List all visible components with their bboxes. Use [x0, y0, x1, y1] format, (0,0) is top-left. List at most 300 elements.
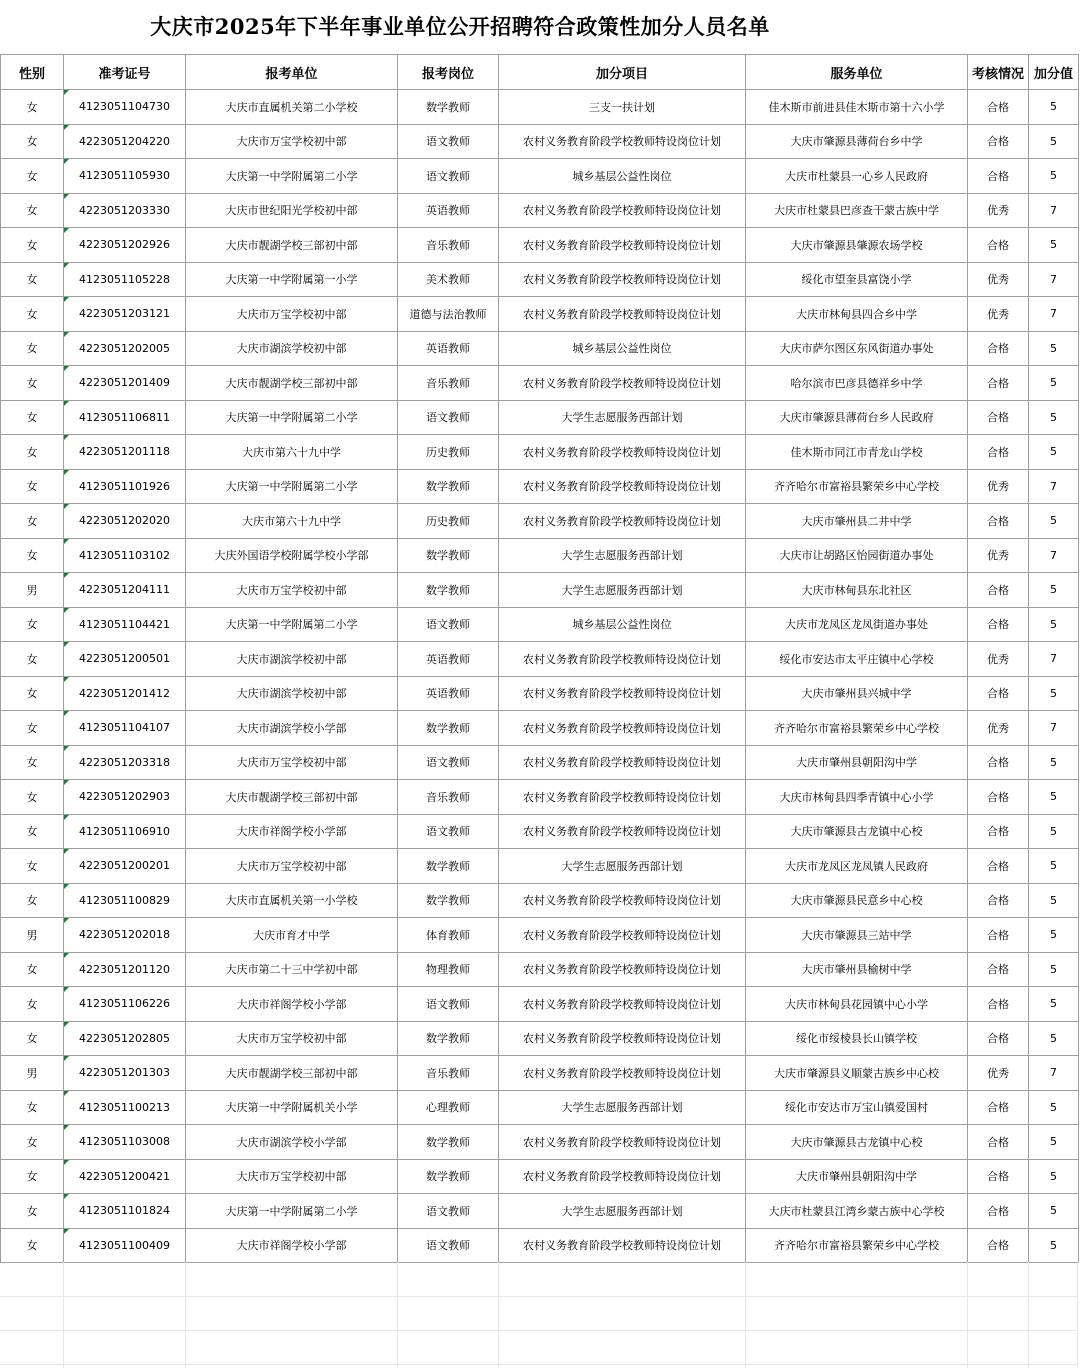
table-row [1, 124, 1079, 159]
cell-applied-unit: 大庆市湖滨学校初中部 [186, 676, 398, 711]
cell-bonus-item: 大学生志愿服务西部计划 [499, 400, 746, 435]
cell-bonus-item: 农村义务教育阶段学校教师特设岗位计划 [499, 780, 746, 815]
cell-applied-post: 语文教师 [398, 814, 499, 849]
cell-service-unit: 大庆市龙凤区龙凤街道办事处 [746, 607, 968, 642]
cell-gender: 女 [1, 987, 64, 1022]
table-row [1, 1056, 1079, 1091]
cell-bonus-item: 农村义务教育阶段学校教师特设岗位计划 [499, 883, 746, 918]
cell-applied-unit: 大庆市湖滨学校初中部 [186, 642, 398, 677]
cell-applied-unit: 大庆市万宝学校初中部 [186, 573, 398, 608]
cell-assessment: 合格 [968, 1159, 1029, 1194]
cell-service-unit: 大庆市肇州县兴城中学 [746, 676, 968, 711]
cell-exam-id: 4223051200501 [64, 642, 186, 677]
cell-bonus-item: 农村义务教育阶段学校教师特设岗位计划 [499, 435, 746, 470]
cell-bonus-value: 5 [1029, 504, 1079, 539]
cell-service-unit: 大庆市肇源县义顺蒙古族乡中心校 [746, 1056, 968, 1091]
cell-applied-unit: 大庆市湖滨学校小学部 [186, 1125, 398, 1160]
cell-service-unit: 齐齐哈尔市富裕县繁荣乡中心学校 [746, 711, 968, 746]
cell-assessment: 合格 [968, 435, 1029, 470]
cell-bonus-value: 7 [1029, 193, 1079, 228]
cell-assessment: 合格 [968, 1228, 1029, 1263]
cell-applied-post: 历史教师 [398, 504, 499, 539]
cell-bonus-item: 城乡基层公益性岗位 [499, 159, 746, 194]
table-row [1, 331, 1079, 366]
cell-service-unit: 大庆市肇州县朝阳沟中学 [746, 1159, 968, 1194]
cell-assessment: 合格 [968, 90, 1029, 125]
applicant-table [0, 54, 1079, 1263]
cell-service-unit: 绥化市望奎县富饶小学 [746, 262, 968, 297]
cell-assessment: 合格 [968, 814, 1029, 849]
cell-service-unit: 绥化市绥棱县长山镇学校 [746, 1021, 968, 1056]
cell-gender: 女 [1, 883, 64, 918]
cell-applied-post: 英语教师 [398, 331, 499, 366]
table-row [1, 676, 1079, 711]
cell-exam-id: 4223051202005 [64, 331, 186, 366]
cell-applied-unit: 大庆市第六十九中学 [186, 435, 398, 470]
cell-assessment: 优秀 [968, 538, 1029, 573]
cell-bonus-value: 7 [1029, 538, 1079, 573]
cell-bonus-item: 农村义务教育阶段学校教师特设岗位计划 [499, 193, 746, 228]
cell-bonus-value: 5 [1029, 918, 1079, 953]
cell-exam-id: 4223051202018 [64, 918, 186, 953]
table-row [1, 745, 1079, 780]
cell-exam-id: 4123051101824 [64, 1194, 186, 1229]
cell-bonus-value: 7 [1029, 1056, 1079, 1091]
cell-assessment: 合格 [968, 918, 1029, 953]
cell-applied-unit: 大庆市祥阁学校小学部 [186, 987, 398, 1022]
cell-exam-id: 4123051104107 [64, 711, 186, 746]
header-gender: 性别 [1, 55, 64, 90]
cell-applied-post: 语文教师 [398, 124, 499, 159]
cell-applied-post: 数学教师 [398, 883, 499, 918]
cell-bonus-item: 大学生志愿服务西部计划 [499, 849, 746, 884]
cell-bonus-item: 大学生志愿服务西部计划 [499, 1090, 746, 1125]
cell-bonus-item: 农村义务教育阶段学校教师特设岗位计划 [499, 1228, 746, 1263]
cell-assessment: 合格 [968, 987, 1029, 1022]
table-row [1, 90, 1079, 125]
cell-assessment: 合格 [968, 124, 1029, 159]
cell-applied-unit: 大庆市靓湖学校三部初中部 [186, 780, 398, 815]
cell-assessment: 合格 [968, 159, 1029, 194]
cell-bonus-value: 5 [1029, 1090, 1079, 1125]
cell-bonus-item: 农村义务教育阶段学校教师特设岗位计划 [499, 711, 746, 746]
cell-bonus-value: 7 [1029, 262, 1079, 297]
cell-bonus-value: 5 [1029, 1194, 1079, 1229]
cell-service-unit: 齐齐哈尔市富裕县繁荣乡中心学校 [746, 1228, 968, 1263]
cell-service-unit: 大庆市杜蒙县江湾乡蒙古族中心学校 [746, 1194, 968, 1229]
cell-gender: 女 [1, 1194, 64, 1229]
cell-applied-unit: 大庆市祥阁学校小学部 [186, 1228, 398, 1263]
cell-assessment: 合格 [968, 780, 1029, 815]
cell-service-unit: 哈尔滨市巴彦县德祥乡中学 [746, 366, 968, 401]
cell-service-unit: 大庆市肇源县肇源农场学校 [746, 228, 968, 263]
cell-applied-post: 数学教师 [398, 90, 499, 125]
cell-applied-post: 数学教师 [398, 1159, 499, 1194]
cell-service-unit: 绥化市安达市万宝山镇爱国村 [746, 1090, 968, 1125]
cell-bonus-item: 大学生志愿服务西部计划 [499, 1194, 746, 1229]
cell-applied-unit: 大庆市万宝学校初中部 [186, 124, 398, 159]
cell-bonus-item: 农村义务教育阶段学校教师特设岗位计划 [499, 918, 746, 953]
cell-bonus-item: 农村义务教育阶段学校教师特设岗位计划 [499, 124, 746, 159]
cell-applied-post: 数学教师 [398, 1125, 499, 1160]
cell-bonus-value: 5 [1029, 780, 1079, 815]
cell-service-unit: 大庆市让胡路区怡园街道办事处 [746, 538, 968, 573]
cell-bonus-item: 农村义务教育阶段学校教师特设岗位计划 [499, 366, 746, 401]
cell-applied-post: 英语教师 [398, 676, 499, 711]
cell-applied-post: 心理教师 [398, 1090, 499, 1125]
cell-gender: 女 [1, 607, 64, 642]
cell-applied-unit: 大庆第一中学附属第二小学 [186, 1194, 398, 1229]
cell-assessment: 合格 [968, 400, 1029, 435]
cell-bonus-item: 农村义务教育阶段学校教师特设岗位计划 [499, 504, 746, 539]
cell-assessment: 合格 [968, 1090, 1029, 1125]
table-row [1, 849, 1079, 884]
header-service-unit: 服务单位 [746, 55, 968, 90]
cell-exam-id: 4123051104730 [64, 90, 186, 125]
table-row [1, 504, 1079, 539]
cell-exam-id: 4223051204220 [64, 124, 186, 159]
cell-gender: 女 [1, 159, 64, 194]
cell-exam-id: 4223051201303 [64, 1056, 186, 1091]
cell-exam-id: 4223051203330 [64, 193, 186, 228]
cell-gender: 女 [1, 262, 64, 297]
table-row [1, 297, 1079, 332]
cell-gender: 女 [1, 400, 64, 435]
table-row [1, 952, 1079, 987]
cell-bonus-item: 农村义务教育阶段学校教师特设岗位计划 [499, 228, 746, 263]
cell-bonus-value: 5 [1029, 1021, 1079, 1056]
cell-gender: 男 [1, 918, 64, 953]
cell-applied-unit: 大庆市世纪阳光学校初中部 [186, 193, 398, 228]
cell-applied-post: 语文教师 [398, 745, 499, 780]
cell-bonus-value: 5 [1029, 849, 1079, 884]
cell-bonus-item: 城乡基层公益性岗位 [499, 331, 746, 366]
cell-applied-post: 音乐教师 [398, 366, 499, 401]
table-row [1, 987, 1079, 1022]
empty-sheet-area [0, 1262, 1078, 1368]
cell-exam-id: 4123051106226 [64, 987, 186, 1022]
cell-assessment: 优秀 [968, 642, 1029, 677]
cell-bonus-value: 7 [1029, 711, 1079, 746]
cell-gender: 女 [1, 1021, 64, 1056]
cell-exam-id: 4123051106910 [64, 814, 186, 849]
cell-assessment: 合格 [968, 1125, 1029, 1160]
cell-service-unit: 大庆市龙凤区龙凤镇人民政府 [746, 849, 968, 884]
cell-bonus-value: 5 [1029, 435, 1079, 470]
cell-exam-id: 4123051106811 [64, 400, 186, 435]
cell-exam-id: 4123051100829 [64, 883, 186, 918]
cell-bonus-value: 5 [1029, 400, 1079, 435]
cell-exam-id: 4223051203121 [64, 297, 186, 332]
cell-applied-unit: 大庆第一中学附属第一小学 [186, 262, 398, 297]
cell-exam-id: 4223051204111 [64, 573, 186, 608]
cell-bonus-item: 农村义务教育阶段学校教师特设岗位计划 [499, 1159, 746, 1194]
table-row [1, 262, 1079, 297]
cell-applied-unit: 大庆市湖滨学校小学部 [186, 711, 398, 746]
cell-gender: 女 [1, 952, 64, 987]
cell-gender: 女 [1, 297, 64, 332]
cell-applied-post: 数学教师 [398, 538, 499, 573]
cell-service-unit: 大庆市肇州县榆树中学 [746, 952, 968, 987]
cell-service-unit: 大庆市肇源县古龙镇中心校 [746, 814, 968, 849]
cell-applied-post: 语文教师 [398, 607, 499, 642]
cell-bonus-value: 5 [1029, 883, 1079, 918]
cell-bonus-item: 农村义务教育阶段学校教师特设岗位计划 [499, 1056, 746, 1091]
cell-gender: 女 [1, 1090, 64, 1125]
cell-assessment: 优秀 [968, 1056, 1029, 1091]
cell-bonus-value: 5 [1029, 228, 1079, 263]
cell-exam-id: 4223051202903 [64, 780, 186, 815]
cell-applied-unit: 大庆市湖滨学校初中部 [186, 331, 398, 366]
cell-applied-unit: 大庆市第六十九中学 [186, 504, 398, 539]
cell-assessment: 优秀 [968, 469, 1029, 504]
cell-service-unit: 大庆市肇源县古龙镇中心校 [746, 1125, 968, 1160]
cell-bonus-item: 大学生志愿服务西部计划 [499, 538, 746, 573]
cell-assessment: 合格 [968, 366, 1029, 401]
cell-applied-unit: 大庆市直属机关第二小学校 [186, 90, 398, 125]
table-row [1, 1021, 1079, 1056]
cell-applied-post: 语文教师 [398, 159, 499, 194]
cell-service-unit: 大庆市肇源县薄荷台乡中学 [746, 124, 968, 159]
cell-applied-post: 数学教师 [398, 469, 499, 504]
cell-applied-post: 体育教师 [398, 918, 499, 953]
cell-applied-unit: 大庆市万宝学校初中部 [186, 297, 398, 332]
cell-exam-id: 4223051203318 [64, 745, 186, 780]
cell-applied-post: 音乐教师 [398, 228, 499, 263]
cell-bonus-value: 5 [1029, 676, 1079, 711]
cell-gender: 女 [1, 642, 64, 677]
cell-gender: 女 [1, 849, 64, 884]
cell-bonus-value: 5 [1029, 366, 1079, 401]
cell-applied-post: 音乐教师 [398, 780, 499, 815]
cell-applied-post: 道德与法治教师 [398, 297, 499, 332]
cell-assessment: 合格 [968, 228, 1029, 263]
cell-applied-post: 历史教师 [398, 435, 499, 470]
cell-exam-id: 4223051201120 [64, 952, 186, 987]
cell-applied-unit: 大庆市育才中学 [186, 918, 398, 953]
cell-bonus-item: 农村义务教育阶段学校教师特设岗位计划 [499, 469, 746, 504]
cell-assessment: 合格 [968, 1021, 1029, 1056]
cell-bonus-value: 5 [1029, 573, 1079, 608]
cell-bonus-item: 农村义务教育阶段学校教师特设岗位计划 [499, 262, 746, 297]
cell-bonus-item: 农村义务教育阶段学校教师特设岗位计划 [499, 745, 746, 780]
cell-gender: 女 [1, 124, 64, 159]
cell-applied-unit: 大庆第一中学附属第二小学 [186, 469, 398, 504]
cell-gender: 女 [1, 780, 64, 815]
table-row [1, 159, 1079, 194]
cell-gender: 男 [1, 573, 64, 608]
cell-applied-post: 英语教师 [398, 642, 499, 677]
cell-assessment: 优秀 [968, 297, 1029, 332]
cell-assessment: 合格 [968, 607, 1029, 642]
cell-gender: 女 [1, 676, 64, 711]
cell-bonus-item: 农村义务教育阶段学校教师特设岗位计划 [499, 952, 746, 987]
cell-bonus-item: 农村义务教育阶段学校教师特设岗位计划 [499, 814, 746, 849]
cell-service-unit: 大庆市杜蒙县巴彦查干蒙古族中学 [746, 193, 968, 228]
cell-assessment: 合格 [968, 1194, 1029, 1229]
cell-assessment: 合格 [968, 573, 1029, 608]
cell-gender: 女 [1, 228, 64, 263]
cell-applied-post: 美术教师 [398, 262, 499, 297]
cell-bonus-item: 城乡基层公益性岗位 [499, 607, 746, 642]
table-row [1, 538, 1079, 573]
cell-exam-id: 4123051105228 [64, 262, 186, 297]
table-row [1, 573, 1079, 608]
cell-bonus-item: 农村义务教育阶段学校教师特设岗位计划 [499, 987, 746, 1022]
cell-applied-unit: 大庆市第二十三中学初中部 [186, 952, 398, 987]
cell-bonus-value: 5 [1029, 607, 1079, 642]
cell-service-unit: 大庆市杜蒙县一心乡人民政府 [746, 159, 968, 194]
cell-applied-unit: 大庆市万宝学校初中部 [186, 1159, 398, 1194]
table-row [1, 711, 1079, 746]
cell-applied-unit: 大庆第一中学附属第二小学 [186, 400, 398, 435]
cell-gender: 女 [1, 814, 64, 849]
cell-applied-unit: 大庆外国语学校附属学校小学部 [186, 538, 398, 573]
cell-applied-unit: 大庆市万宝学校初中部 [186, 849, 398, 884]
cell-applied-post: 数学教师 [398, 1021, 499, 1056]
cell-applied-post: 物理教师 [398, 952, 499, 987]
cell-gender: 女 [1, 711, 64, 746]
table-row [1, 1159, 1079, 1194]
cell-exam-id: 4223051200201 [64, 849, 186, 884]
cell-bonus-item: 农村义务教育阶段学校教师特设岗位计划 [499, 1021, 746, 1056]
cell-bonus-value: 7 [1029, 469, 1079, 504]
cell-service-unit: 齐齐哈尔市富裕县繁荣乡中心学校 [746, 469, 968, 504]
table-row [1, 918, 1079, 953]
cell-service-unit: 大庆市肇州县朝阳沟中学 [746, 745, 968, 780]
cell-gender: 女 [1, 538, 64, 573]
cell-applied-post: 语文教师 [398, 987, 499, 1022]
cell-bonus-value: 7 [1029, 297, 1079, 332]
cell-bonus-item: 农村义务教育阶段学校教师特设岗位计划 [499, 1125, 746, 1160]
cell-bonus-value: 5 [1029, 331, 1079, 366]
cell-applied-unit: 大庆市直属机关第一小学校 [186, 883, 398, 918]
table-row [1, 814, 1079, 849]
cell-applied-unit: 大庆市靓湖学校三部初中部 [186, 228, 398, 263]
cell-applied-post: 数学教师 [398, 849, 499, 884]
cell-bonus-value: 5 [1029, 124, 1079, 159]
header-exam-id: 准考证号 [64, 55, 186, 90]
cell-service-unit: 佳木斯市前进县佳木斯市第十六小学 [746, 90, 968, 125]
cell-service-unit: 大庆市肇源县三站中学 [746, 918, 968, 953]
cell-exam-id: 4123051103102 [64, 538, 186, 573]
cell-bonus-value: 5 [1029, 159, 1079, 194]
cell-bonus-value: 7 [1029, 642, 1079, 677]
header-bonus-value: 加分值 [1029, 55, 1079, 90]
cell-gender: 男 [1, 1056, 64, 1091]
cell-service-unit: 大庆市林甸县四季青镇中心小学 [746, 780, 968, 815]
cell-service-unit: 大庆市肇州县二井中学 [746, 504, 968, 539]
table-row [1, 1125, 1079, 1160]
table-row [1, 1228, 1079, 1263]
cell-bonus-value: 5 [1029, 745, 1079, 780]
cell-exam-id: 4223051200421 [64, 1159, 186, 1194]
cell-gender: 女 [1, 193, 64, 228]
cell-applied-post: 语文教师 [398, 1194, 499, 1229]
header-applied-post: 报考岗位 [398, 55, 499, 90]
table-row [1, 469, 1079, 504]
cell-applied-post: 语文教师 [398, 400, 499, 435]
cell-exam-id: 4223051202805 [64, 1021, 186, 1056]
cell-bonus-value: 5 [1029, 814, 1079, 849]
cell-exam-id: 4123051100409 [64, 1228, 186, 1263]
table-row [1, 193, 1079, 228]
cell-bonus-value: 5 [1029, 1228, 1079, 1263]
cell-assessment: 合格 [968, 676, 1029, 711]
cell-bonus-item: 三支一扶计划 [499, 90, 746, 125]
cell-exam-id: 4223051201118 [64, 435, 186, 470]
table-row [1, 883, 1079, 918]
cell-assessment: 合格 [968, 504, 1029, 539]
cell-exam-id: 4223051202926 [64, 228, 186, 263]
cell-applied-unit: 大庆市祥阁学校小学部 [186, 814, 398, 849]
cell-bonus-item: 农村义务教育阶段学校教师特设岗位计划 [499, 297, 746, 332]
cell-bonus-value: 5 [1029, 90, 1079, 125]
cell-service-unit: 大庆市林甸县四合乡中学 [746, 297, 968, 332]
table-row [1, 400, 1079, 435]
cell-exam-id: 4123051104421 [64, 607, 186, 642]
cell-assessment: 合格 [968, 952, 1029, 987]
cell-applied-post: 数学教师 [398, 711, 499, 746]
cell-gender: 女 [1, 435, 64, 470]
cell-assessment: 合格 [968, 745, 1029, 780]
cell-gender: 女 [1, 1125, 64, 1160]
table-row [1, 366, 1079, 401]
table-row [1, 435, 1079, 470]
cell-applied-post: 数学教师 [398, 573, 499, 608]
cell-bonus-value: 5 [1029, 1159, 1079, 1194]
table-row [1, 228, 1079, 263]
cell-exam-id: 4123051101926 [64, 469, 186, 504]
header-bonus-item: 加分项目 [499, 55, 746, 90]
page-title: 大庆市2025年下半年事业单位公开招聘符合政策性加分人员名单 [150, 14, 770, 39]
cell-exam-id: 4223051201409 [64, 366, 186, 401]
cell-bonus-item: 农村义务教育阶段学校教师特设岗位计划 [499, 676, 746, 711]
table-row [1, 642, 1079, 677]
cell-assessment: 优秀 [968, 193, 1029, 228]
cell-assessment: 优秀 [968, 711, 1029, 746]
table-row [1, 1090, 1079, 1125]
cell-assessment: 合格 [968, 849, 1029, 884]
cell-applied-post: 音乐教师 [398, 1056, 499, 1091]
cell-applied-unit: 大庆市靓湖学校三部初中部 [186, 1056, 398, 1091]
table-row [1, 780, 1079, 815]
cell-exam-id: 4123051105930 [64, 159, 186, 194]
cell-applied-post: 英语教师 [398, 193, 499, 228]
cell-exam-id: 4123051100213 [64, 1090, 186, 1125]
cell-bonus-item: 大学生志愿服务西部计划 [499, 573, 746, 608]
cell-bonus-value: 5 [1029, 952, 1079, 987]
cell-assessment: 优秀 [968, 262, 1029, 297]
cell-gender: 女 [1, 745, 64, 780]
cell-gender: 女 [1, 366, 64, 401]
cell-applied-unit: 大庆市靓湖学校三部初中部 [186, 366, 398, 401]
header-applied-unit: 报考单位 [186, 55, 398, 90]
table-row [1, 1194, 1079, 1229]
cell-exam-id: 4223051202020 [64, 504, 186, 539]
cell-gender: 女 [1, 469, 64, 504]
cell-applied-unit: 大庆第一中学附属机关小学 [186, 1090, 398, 1125]
cell-service-unit: 大庆市萨尔图区东风街道办事处 [746, 331, 968, 366]
cell-applied-unit: 大庆市万宝学校初中部 [186, 1021, 398, 1056]
cell-service-unit: 绥化市安达市太平庄镇中心学校 [746, 642, 968, 677]
cell-service-unit: 大庆市林甸县东北社区 [746, 573, 968, 608]
cell-assessment: 合格 [968, 883, 1029, 918]
header-row [1, 55, 1079, 90]
cell-service-unit: 大庆市肇源县民意乡中心校 [746, 883, 968, 918]
cell-exam-id: 4223051201412 [64, 676, 186, 711]
cell-gender: 女 [1, 504, 64, 539]
